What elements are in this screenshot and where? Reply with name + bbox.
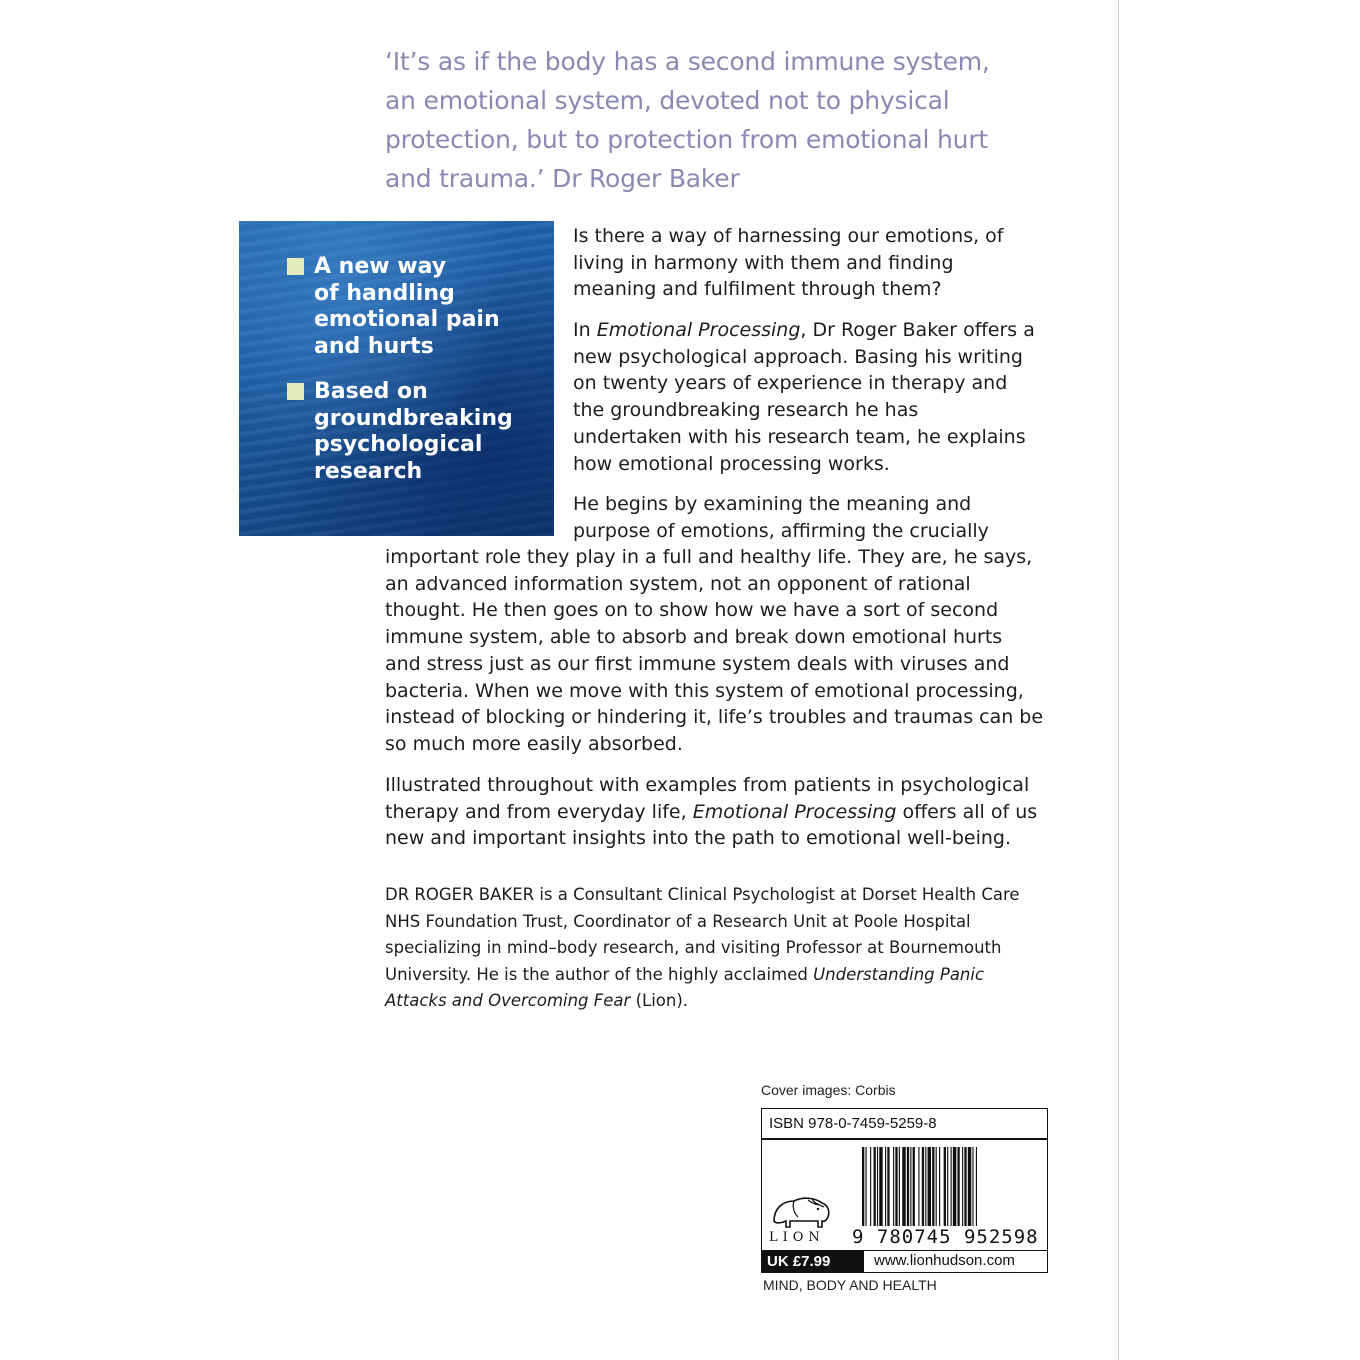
text-line: thought. He then goes on to show how we have a sort of second: [385, 599, 999, 622]
text-line: so much more easily absorbed.: [385, 732, 683, 755]
text-line: Illustrated throughout with examples from patients in psychological: [385, 774, 1030, 796]
text-line: the groundbreaking research he has: [573, 399, 919, 422]
text-line: NHS Foundation Trust, Coordinator of a Research Unit at Poole Hospital: [385, 911, 971, 931]
blurb-paragraph-4: [385, 772, 1037, 852]
feature-box: [239, 221, 554, 536]
lion-icon: [768, 1191, 834, 1231]
text-line: new and important insights into the path to emotional well-being.: [385, 827, 1011, 850]
text-line: immune system, able to absorb and break down emotional hurts: [385, 626, 1003, 649]
feature-line: emotional pain: [314, 307, 500, 332]
text-line: [573, 317, 1035, 344]
feature-line: research: [314, 458, 423, 484]
cover-credit: Cover images: Corbis: [761, 1082, 896, 1098]
text-line: purpose of emotions, affirming the crucially: [573, 519, 989, 542]
book-title: Emotional Processing: [596, 319, 801, 341]
text-fragment: In: [573, 319, 597, 341]
isbn-block: [761, 1108, 1048, 1273]
barcode-digits: 9 780745 952598: [852, 1226, 1039, 1248]
price-label: UK £7.99: [762, 1251, 864, 1272]
isbn-number: ISBN 978-0-7459-5259-8: [769, 1115, 937, 1132]
category-label: MIND, BODY AND HEALTH: [763, 1277, 937, 1293]
publisher-website: www.lionhudson.com: [874, 1252, 1015, 1269]
quote-line: and trauma.’ Dr Roger Baker: [385, 164, 740, 193]
bullet-square-icon: [287, 258, 304, 275]
text-line: DR ROGER BAKER is a Consultant Clinical Psychologist at Dorset Health Care: [385, 885, 1020, 904]
text-line: new psychological approach. Basing his writing: [573, 345, 1023, 368]
text-line: [385, 799, 1037, 826]
text-line: an advanced information system, not an opponent of rational: [385, 572, 971, 595]
book-title: Emotional Processing: [692, 800, 897, 823]
book-title: Understanding Panic: [813, 964, 985, 984]
feature-bullet: [314, 379, 549, 485]
publisher-logo-text: LION: [769, 1230, 825, 1245]
feature-line: groundbreaking: [314, 405, 513, 431]
text-line: [385, 988, 1020, 1015]
author-bio: [385, 882, 1020, 1015]
blurb-paragraph-3-start: [573, 491, 989, 544]
text-line: and stress just as our first immune system deals with viruses and: [385, 652, 1010, 675]
feature-line: psychological: [314, 432, 483, 457]
quote-line: ‘It’s as if the body has a second immune system,: [385, 47, 990, 76]
divider: [762, 1138, 1047, 1140]
blurb-paragraph-1: [573, 223, 1004, 303]
price-strip: [762, 1250, 1047, 1272]
text-line: living in harmony with them and finding: [573, 251, 954, 274]
pull-quote: [385, 42, 1025, 198]
book-title: Attacks and Overcoming Fear: [385, 991, 631, 1010]
text-line: Is there a way of harnessing our emotions, of: [573, 225, 1004, 247]
text-line: instead of blocking or hindering it, life’s troubles and traumas can be: [385, 706, 1044, 729]
quote-line: an emotional system, devoted not to physical: [385, 86, 950, 115]
feature-line: and hurts: [314, 333, 434, 359]
text-line: important role they play in a full and healthy life. They are, he says,: [385, 546, 1033, 568]
text-line: on twenty years of experience in therapy and: [573, 372, 1008, 395]
feature-bullet: [314, 254, 549, 360]
bullet-square-icon: [287, 383, 304, 400]
feature-line: of handling: [314, 280, 455, 306]
text-fragment: (Lion).: [630, 991, 689, 1010]
text-line: bacteria. When we move with this system of emotional processing,: [385, 679, 1024, 702]
blurb-paragraph-3: [385, 544, 1043, 758]
text-line: specializing in mind–body research, and visiting Professor at Bournemouth: [385, 938, 1002, 957]
text-fragment: therapy and from everyday life,: [385, 800, 693, 823]
text-line: meaning and fulfilment through them?: [573, 278, 942, 301]
text-fragment: , Dr Roger Baker offers a: [800, 319, 1035, 341]
text-line: undertaken with his research team, he explains: [573, 425, 1026, 448]
page-edge: [1118, 0, 1119, 1360]
feature-line: A new way: [314, 254, 447, 279]
text-line: [385, 962, 1020, 989]
quote-line: protection, but to protection from emotional hurt: [385, 125, 988, 154]
text-line: He begins by examining the meaning and: [573, 493, 972, 515]
blurb-paragraph-2: [573, 317, 1035, 477]
text-line: how emotional processing works.: [573, 452, 890, 475]
text-fragment: offers all of us: [896, 800, 1038, 823]
text-fragment: University. He is the author of the highly acclaimed: [385, 964, 814, 984]
feature-line: Based on: [314, 379, 428, 404]
